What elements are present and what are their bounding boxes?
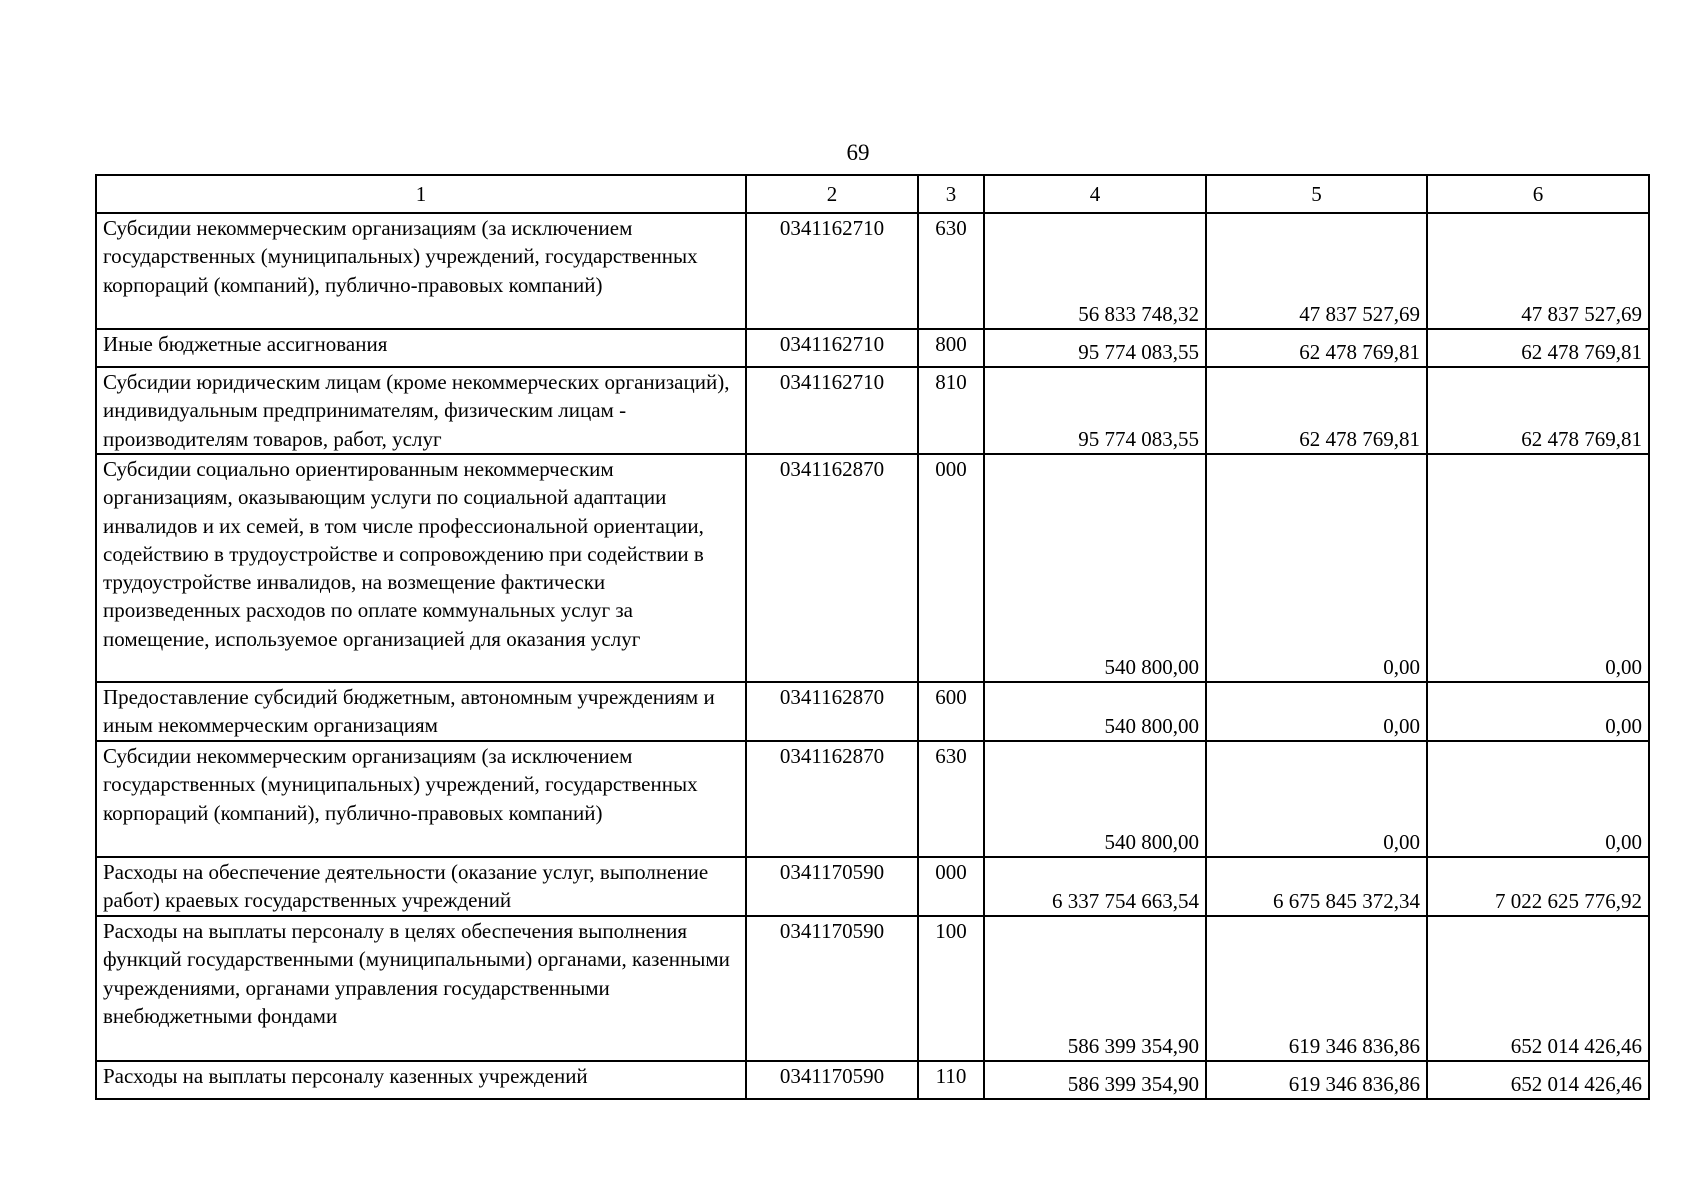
table-row <box>96 1061 1649 1099</box>
target-code: 0341170590 <box>746 1061 918 1099</box>
expense-name: Расходы на выплаты персоналу казенных учреждений <box>96 1061 746 1099</box>
expense-name: Иные бюджетные ассигнования <box>96 329 746 367</box>
expense-name: Субсидии некоммерческим организациям (за исключением государственных (муниципальных) учреждений, государственных корпораций (компаний), публично-правовых компаний) <box>96 213 746 329</box>
expense-type-code: 630 <box>918 213 984 329</box>
expense-name: Субсидии некоммерческим организациям (за исключением государственных (муниципальных) учреждений, государственных корпораций (компаний), публично-правовых компаний) <box>96 741 746 857</box>
amount-col-4: 540 800,00 <box>984 682 1206 741</box>
amount-col-4: 95 774 083,55 <box>984 367 1206 454</box>
table-row <box>96 213 1649 329</box>
amount-col-6: 62 478 769,81 <box>1427 329 1649 367</box>
expense-name: Расходы на обеспечение деятельности (оказание услуг, выполнение работ) краевых государственных учреждений <box>96 857 746 916</box>
amount-col-5: 0,00 <box>1206 682 1427 741</box>
column-header-6: 6 <box>1427 175 1649 213</box>
expense-name: Расходы на выплаты персоналу в целях обеспечения выполнения функций государственными (муниципальными) органами, казенными учреждениями, органами управления государственными внебюджетными фондами <box>96 916 746 1061</box>
target-code: 0341170590 <box>746 857 918 916</box>
amount-col-4: 56 833 748,32 <box>984 213 1206 329</box>
expense-name: Предоставление субсидий бюджетным, автономным учреждениям и иным некоммерческим организациям <box>96 682 746 741</box>
table-row <box>96 682 1649 741</box>
amount-col-5: 619 346 836,86 <box>1206 1061 1427 1099</box>
table-row <box>96 916 1649 1061</box>
table-row <box>96 857 1649 916</box>
amount-col-5: 0,00 <box>1206 741 1427 857</box>
table-row <box>96 329 1649 367</box>
target-code: 0341170590 <box>746 916 918 1061</box>
page-number: 69 <box>846 140 870 165</box>
amount-col-4: 586 399 354,90 <box>984 916 1206 1061</box>
amount-col-4: 95 774 083,55 <box>984 329 1206 367</box>
amount-col-5: 47 837 527,69 <box>1206 213 1427 329</box>
expense-type-code: 110 <box>918 1061 984 1099</box>
column-header-3: 3 <box>918 175 984 213</box>
amount-col-6: 652 014 426,46 <box>1427 1061 1649 1099</box>
target-code: 0341162710 <box>746 213 918 329</box>
table-row <box>96 741 1649 857</box>
expense-name: Субсидии юридическим лицам (кроме некоммерческих организаций), индивидуальным предпринимателям, физическим лицам - производителям товаров, работ, услуг <box>96 367 746 454</box>
expense-type-code: 800 <box>918 329 984 367</box>
amount-col-4: 540 800,00 <box>984 741 1206 857</box>
target-code: 0341162710 <box>746 329 918 367</box>
target-code: 0341162870 <box>746 741 918 857</box>
column-header-1: 1 <box>96 175 746 213</box>
table-row <box>96 367 1649 454</box>
table-row <box>96 454 1649 682</box>
table-header-row <box>96 175 1649 213</box>
amount-col-6: 0,00 <box>1427 682 1649 741</box>
expense-type-code: 630 <box>918 741 984 857</box>
amount-col-6: 7 022 625 776,92 <box>1427 857 1649 916</box>
amount-col-4: 6 337 754 663,54 <box>984 857 1206 916</box>
amount-col-5: 6 675 845 372,34 <box>1206 857 1427 916</box>
expense-type-code: 100 <box>918 916 984 1061</box>
amount-col-4: 540 800,00 <box>984 454 1206 682</box>
expense-type-code: 810 <box>918 367 984 454</box>
expense-name: Субсидии социально ориентированным некоммерческим организациям, оказывающим услуги по социальной адаптации инвалидов и их семей, в том числе профессиональной ориентации, содействию в трудоустройстве и сопровождению при содействии в трудоустройстве инвалидов, на возмещение фактически произведенных расходов по оплате коммунальных услуг за помещение, используемое организацией для оказания услуг <box>96 454 746 682</box>
amount-col-5: 62 478 769,81 <box>1206 367 1427 454</box>
amount-col-5: 619 346 836,86 <box>1206 916 1427 1061</box>
expense-type-code: 600 <box>918 682 984 741</box>
column-header-4: 4 <box>984 175 1206 213</box>
amount-col-6: 0,00 <box>1427 454 1649 682</box>
amount-col-4: 586 399 354,90 <box>984 1061 1206 1099</box>
budget-table <box>95 174 1650 1100</box>
target-code: 0341162710 <box>746 367 918 454</box>
target-code: 0341162870 <box>746 454 918 682</box>
amount-col-6: 652 014 426,46 <box>1427 916 1649 1061</box>
column-header-5: 5 <box>1206 175 1427 213</box>
amount-col-5: 0,00 <box>1206 454 1427 682</box>
column-header-2: 2 <box>746 175 918 213</box>
amount-col-6: 0,00 <box>1427 741 1649 857</box>
target-code: 0341162870 <box>746 682 918 741</box>
expense-type-code: 000 <box>918 857 984 916</box>
expense-type-code: 000 <box>918 454 984 682</box>
amount-col-6: 62 478 769,81 <box>1427 367 1649 454</box>
amount-col-6: 47 837 527,69 <box>1427 213 1649 329</box>
amount-col-5: 62 478 769,81 <box>1206 329 1427 367</box>
